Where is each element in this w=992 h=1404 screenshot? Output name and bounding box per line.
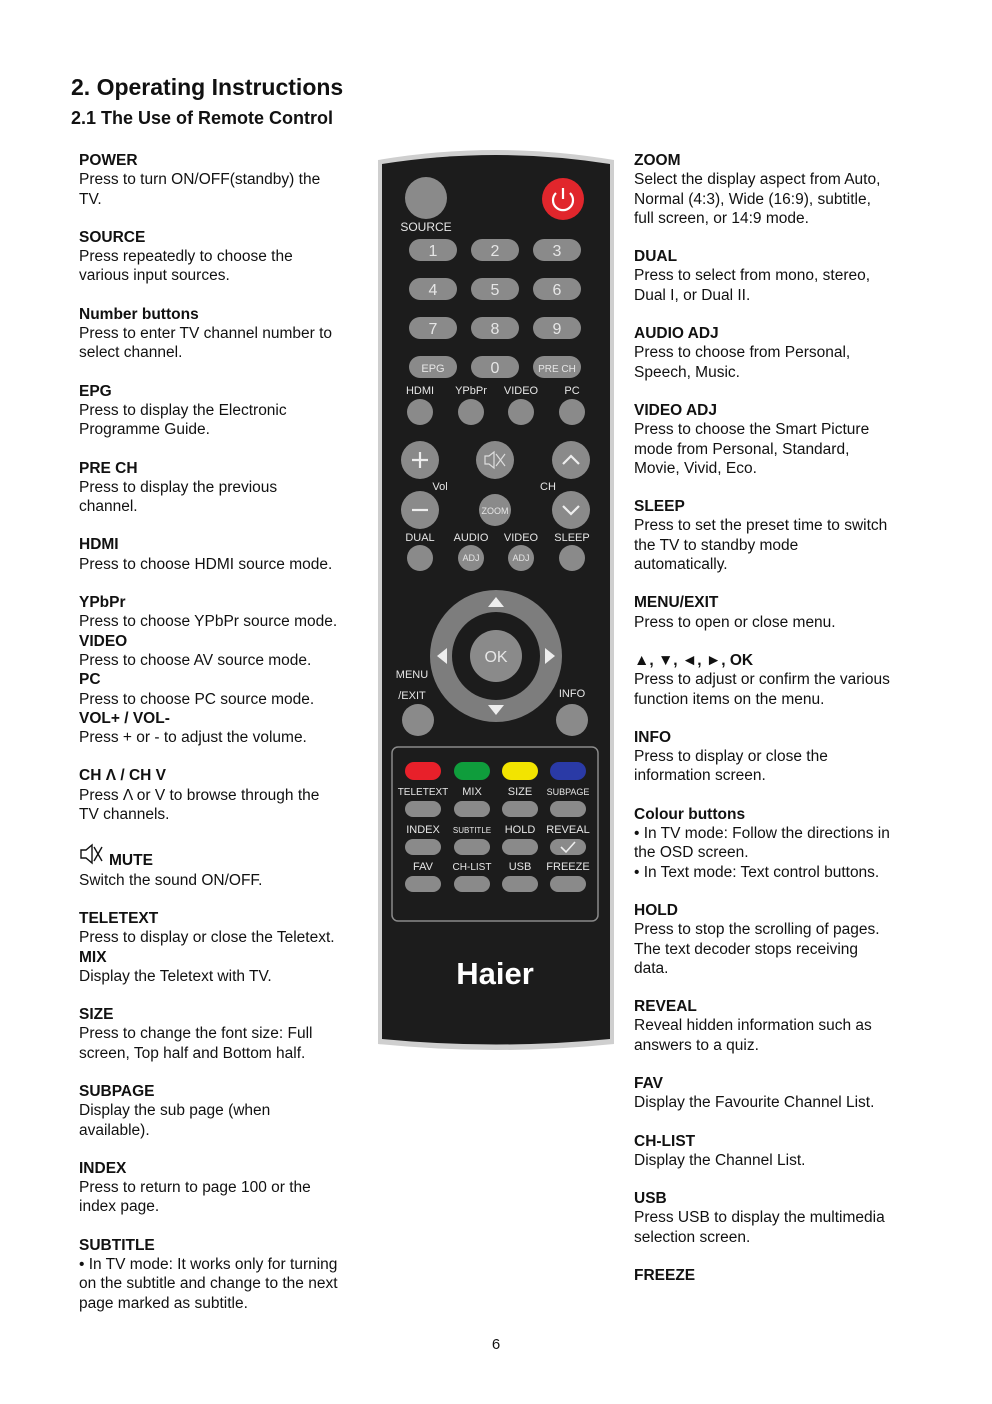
- term: HOLD: [634, 901, 678, 919]
- menu-exit-button: [402, 704, 434, 736]
- description: • In TV mode: It works only for turning on the subtitle and change to the next page marked as subtitle.: [79, 1256, 338, 1312]
- term: PRE CH: [79, 459, 138, 477]
- chlist-label: CH-LIST: [452, 862, 492, 873]
- epg-label: EPG: [421, 363, 445, 375]
- entry-ypbpr: [79, 593, 369, 632]
- entry-fav: [634, 1074, 924, 1113]
- entry-size: [79, 1005, 369, 1063]
- term: AUDIO ADJ: [634, 325, 719, 343]
- video-adj-label: VIDEO: [503, 532, 539, 544]
- term: MIX: [79, 948, 107, 966]
- term: Number buttons: [79, 305, 199, 323]
- description: Display the Favourite Channel List.: [634, 1094, 875, 1112]
- term: VIDEO ADJ: [634, 401, 717, 419]
- sleep-label: SLEEP: [554, 532, 590, 544]
- term: SIZE: [79, 1006, 114, 1024]
- description: Reveal hidden information such as answers to a quiz.: [634, 1017, 872, 1054]
- num-7: 7: [428, 321, 438, 338]
- subpage-label: SUBPAGE: [546, 787, 590, 797]
- term: MUTE: [109, 852, 153, 870]
- entry-teletext: [79, 909, 369, 948]
- green-button: [454, 762, 490, 780]
- mute-button: [476, 441, 514, 479]
- description: Press to display the Electronic Programme Guide.: [79, 401, 287, 439]
- entry-audio-adj: [634, 324, 924, 382]
- term: INDEX: [79, 1159, 127, 1177]
- entry-vol: [79, 709, 369, 748]
- description: Press to choose HDMI source mode.: [79, 555, 333, 573]
- subtitle-label: SUBTITLE: [452, 826, 492, 835]
- term: ZOOM: [634, 152, 681, 169]
- entry-usb: [634, 1189, 924, 1247]
- term: EPG: [79, 382, 112, 400]
- hdmi-label: HDMI: [405, 385, 435, 397]
- term: ▲, ▼, ◄, ►, OK: [634, 651, 754, 669]
- entry-reveal: [634, 997, 924, 1055]
- ch-up-button: [552, 441, 590, 479]
- term: INFO: [634, 728, 672, 746]
- yellow-button: [502, 762, 538, 780]
- description: Press to adjust or confirm the various function items on the menu.: [634, 671, 890, 708]
- term: SUBTITLE: [79, 1236, 155, 1254]
- term: CH Λ / CH V: [79, 767, 166, 785]
- pc-label: PC: [564, 385, 580, 397]
- teletext-label: TELETEXT: [397, 787, 449, 798]
- mix-label: MIX: [462, 786, 482, 798]
- entry-arrows-ok: [634, 651, 924, 709]
- term: SLEEP: [634, 498, 685, 516]
- menu-label: MENU: [395, 669, 429, 681]
- description: Press to choose AV source mode.: [79, 651, 312, 669]
- description: Press to open or close menu.: [634, 613, 836, 631]
- entry-prech: [79, 459, 369, 517]
- num-2: 2: [490, 243, 500, 260]
- right-column: [634, 151, 924, 1285]
- entry-colour-buttons: [634, 805, 924, 882]
- ypbpr-label: YPbPr: [455, 385, 487, 397]
- ch-label: CH: [540, 481, 556, 493]
- description: Press to enter TV channel number to select channel.: [79, 325, 333, 362]
- entry-source: [79, 228, 369, 286]
- zoom-label: ZOOM: [481, 506, 509, 516]
- num-3: 3: [552, 243, 562, 260]
- term: VOL+ / VOL-: [79, 709, 170, 727]
- prech-label: PRE CH: [538, 364, 576, 375]
- term: FREEZE: [634, 1267, 696, 1285]
- video-label: VIDEO: [503, 385, 539, 397]
- term: HDMI: [79, 536, 119, 554]
- entry-mute: [79, 843, 369, 890]
- section-title: 2. Operating Instructions: [71, 74, 344, 100]
- description: Press to return to page 100 or the index page.: [79, 1179, 311, 1216]
- description: Display the Teletext with TV.: [79, 967, 272, 985]
- term: FAV: [634, 1074, 663, 1092]
- description: Press to choose the Smart Picture mode from Personal, Standard, Movie, Vivid, Eco.: [634, 421, 870, 477]
- entry-hold: [634, 901, 924, 978]
- reveal-label: REVEAL: [546, 824, 590, 836]
- subsection-title: 2.1 The Use of Remote Control: [71, 108, 334, 128]
- info-button: [556, 704, 588, 736]
- description: Press repeatedly to choose the various input sources.: [79, 248, 293, 285]
- entry-subtitle: [79, 1236, 369, 1313]
- description: Press to display the previous channel.: [79, 478, 278, 516]
- description: Press to stop the scrolling of pages. The text decoder stops receiving data.: [634, 921, 880, 977]
- exit-label: /EXIT: [398, 690, 426, 702]
- description: Press to change the font size: Full screen, Top half and Bottom half.: [79, 1025, 313, 1062]
- description: Display the Channel List.: [634, 1151, 806, 1169]
- description: Switch the sound ON/OFF.: [79, 871, 263, 889]
- description: Press to choose PC source mode.: [79, 690, 315, 708]
- entry-video-adj: [634, 401, 924, 478]
- fav-label: FAV: [413, 861, 433, 873]
- source-label: SOURCE: [400, 220, 452, 234]
- hold-label: HOLD: [504, 824, 536, 836]
- num-4: 4: [428, 282, 438, 299]
- term: REVEAL: [634, 998, 697, 1016]
- description: Press to choose from Personal, Speech, Music.: [634, 344, 851, 381]
- term: Colour buttons: [634, 805, 746, 823]
- freeze-label: FREEZE: [546, 861, 590, 873]
- blue-button: [550, 762, 586, 780]
- source-button: [405, 177, 447, 219]
- entry-epg: [79, 382, 369, 440]
- num-0: 0: [490, 360, 500, 377]
- description: Press to turn ON/OFF(standby) the TV.: [79, 171, 321, 208]
- entry-sleep: [634, 497, 924, 574]
- description: Press USB to display the multimedia selection screen.: [634, 1209, 885, 1246]
- brand-logo: Haier: [456, 956, 534, 991]
- term: VIDEO: [79, 632, 128, 650]
- entry-hdmi: [79, 535, 369, 574]
- entry-number-buttons: [79, 305, 369, 363]
- entry-ch-list: [634, 1132, 924, 1171]
- entry-index: [79, 1159, 369, 1217]
- description: Press to display or close the Teletext.: [79, 929, 335, 947]
- term: PC: [79, 671, 101, 689]
- entry-video: [79, 632, 369, 671]
- entry-menu-exit: [634, 593, 924, 632]
- mute-icon: [79, 843, 103, 870]
- usb-label: USB: [508, 861, 532, 873]
- page-number: 6: [491, 1336, 501, 1353]
- num-5: 5: [490, 282, 500, 299]
- term: USB: [634, 1190, 667, 1208]
- entry-power: [79, 151, 369, 209]
- description: Press to set the preset time to switch the TV to standby mode automatically.: [634, 517, 888, 574]
- description: Press Λ or V to browse through the TV channels.: [79, 786, 320, 824]
- entry-subpage: [79, 1082, 369, 1140]
- term: SOURCE: [79, 228, 146, 246]
- dual-label: DUAL: [405, 532, 435, 544]
- term: POWER: [79, 152, 138, 169]
- description: Display the sub page (when available).: [79, 1102, 271, 1139]
- ch-down-button: [552, 491, 590, 529]
- term: YPbPr: [79, 594, 126, 612]
- entry-dual: [634, 247, 924, 305]
- info-label: INFO: [558, 688, 586, 700]
- description: Press to display or close the information screen.: [634, 748, 828, 785]
- description: Press to choose YPbPr source mode.: [79, 613, 338, 631]
- description: Select the display aspect from Auto, Normal (4:3), Wide (16:9), subtitle, full screen, or 14:9 mode.: [634, 171, 881, 227]
- num-9: 9: [552, 321, 562, 338]
- description: Press + or - to adjust the volume.: [79, 729, 307, 747]
- entry-pc: [79, 670, 369, 709]
- num-1: 1: [428, 243, 438, 260]
- left-column: [79, 151, 369, 1317]
- num-6: 6: [552, 282, 562, 299]
- ok-label: OK: [484, 649, 508, 666]
- vol-label: Vol: [432, 481, 448, 493]
- term: TELETEXT: [79, 909, 159, 927]
- term: MENU/EXIT: [634, 594, 719, 612]
- entry-ch: [79, 766, 369, 824]
- entry-zoom: [634, 151, 924, 228]
- remote-control-illustration: [376, 146, 616, 1052]
- audio-label: AUDIO: [453, 532, 489, 544]
- num-8: 8: [490, 321, 500, 338]
- red-button: [405, 762, 441, 780]
- description: • In TV mode: Follow the directions in the OSD screen. • In Text mode: Text control buttons.: [634, 825, 890, 881]
- audio-adj-text: ADJ: [462, 553, 480, 563]
- term: CH-LIST: [634, 1132, 696, 1150]
- entry-mix: [79, 948, 369, 987]
- term-with-icon: [79, 843, 369, 870]
- size-label: SIZE: [507, 786, 533, 798]
- entry-freeze: [634, 1266, 924, 1285]
- index-label: INDEX: [406, 824, 440, 836]
- term: SUBPAGE: [79, 1082, 155, 1100]
- description: Press to select from mono, stereo, Dual I, or Dual II.: [634, 267, 871, 304]
- entry-info: [634, 728, 924, 786]
- term: DUAL: [634, 248, 678, 266]
- video-adj-text: ADJ: [512, 553, 530, 563]
